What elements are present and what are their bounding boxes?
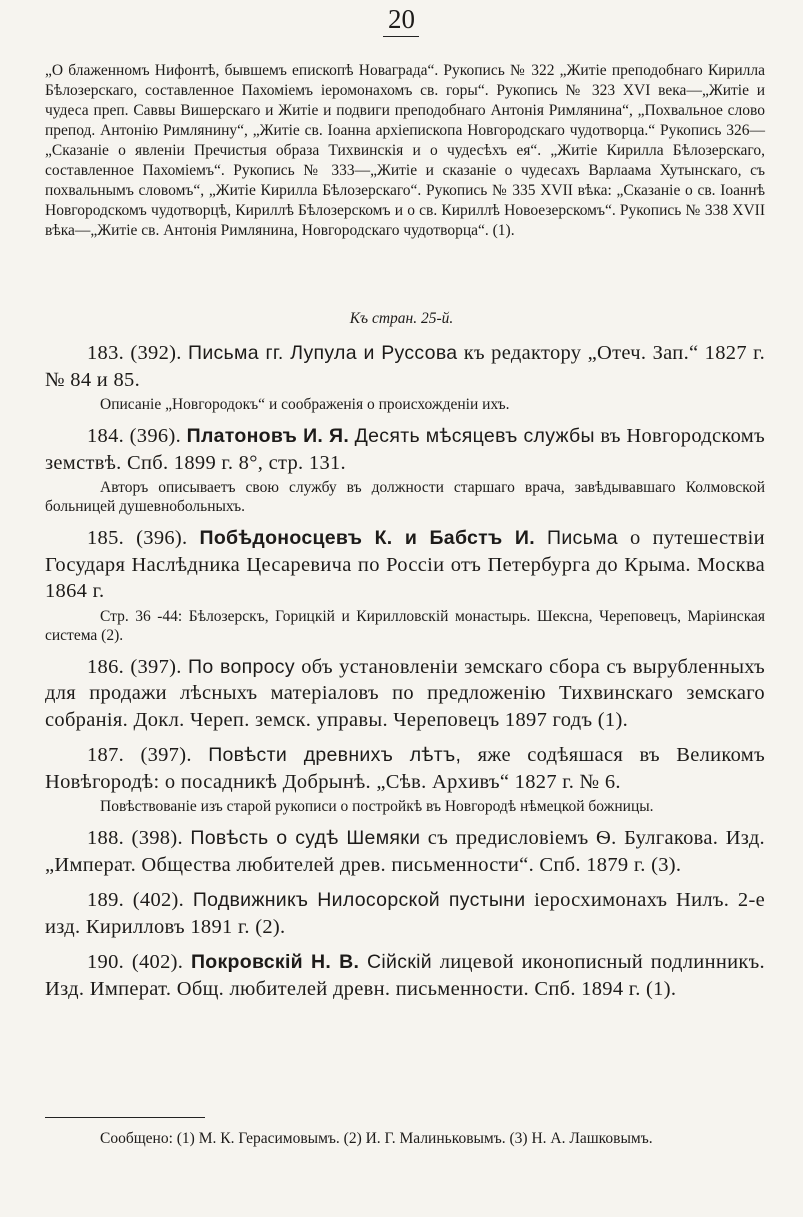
entry-title: По вопросу xyxy=(188,655,295,678)
bibliography-entry xyxy=(45,654,765,734)
entry-number: 184. (396). xyxy=(87,425,182,447)
entry-title: Повѣсть о судѣ Шемяки xyxy=(190,827,421,849)
entry-number: 190. (402). xyxy=(87,951,184,973)
entry-title: Письма гг. Лупула и Руссова xyxy=(188,342,458,364)
bibliography-entry xyxy=(45,423,765,516)
entry-details: объ установленіи земскаго сбора съ вырубленныхъ для продажи лѣсныхъ матеріаловъ по предложенію Тихвинскаго земскаго собранія. Докл. Череп. земск. управы. Череповецъ 1897 годъ (1). xyxy=(45,655,765,731)
entry-heading xyxy=(45,825,765,878)
entry-title: Десять мѣсяцевъ службы xyxy=(354,425,595,447)
entry-title: Подвижникъ Нилосорской пустыни xyxy=(192,889,526,911)
entry-details: въ Новгородскомъ земствѣ. Спб. 1899 г. 8°, стр. 131. xyxy=(45,425,765,474)
bibliography-entry xyxy=(45,525,765,645)
bibliography-list xyxy=(45,340,765,1011)
entry-author: Побѣдоносцевъ К. и Бабстъ И. xyxy=(199,527,535,549)
entry-details: яже содѣяшася въ Великомъ Новѣгородѣ: о посадникѣ Добрынѣ. „Сѣв. Архивъ“ 1827 г. № 6. xyxy=(45,744,765,793)
bibliography-entry xyxy=(45,887,765,940)
entry-title: Повѣсти древнихъ лѣтъ, xyxy=(208,744,462,766)
bibliography-entry xyxy=(45,949,765,1002)
entry-title: Письма xyxy=(547,527,618,549)
entry-heading xyxy=(45,654,765,734)
entry-heading xyxy=(45,949,765,1002)
entry-heading xyxy=(45,423,765,476)
entry-number: 186. (397). xyxy=(87,655,182,678)
intro-paragraph: „О блаженномъ Нифонтѣ, бывшемъ епископѣ Новаграда“. Рукопись № 322 „Житіе преподобнаго Кирилла Бѣлозерскаго, составленное Пахоміемъ іеромонахомъ св. горы“. Рукопись № 323 XVI века—„Житіе и чудеса преп. Саввы Вишерскаго и Житіе и подвиги преподобнаго Антонія Римлянина“, „Похвальное слово препод. Антонію Римлянину“, „Житіе св. Іоанна архіепископа Новгородскаго чудотворца.“ Рукопись 326—„Сказаніе о явленіи Пречистыя образа Тихвинскія и о чудесѣхъ ея“. „Житіе Кирилла Бѣлозерскаго, составленное Пахоміемъ“. Рукопись № 333—„Житіе и сказаніе о чудесахъ Варлаама Хутынскаго, съ похвальнымъ словомъ“, „Житіе Кирилла Бѣлозерскаго“. Рукопись № 335 XVII вѣка: „Сказаніе о св. Іоаннѣ Новгородскомъ чудотворцѣ, Кириллѣ Бѣлозерскомъ и о св. Кириллѣ Новоезерскомъ“. Рукопись № 338 XVII вѣка—„Житіе св. Антонія Римлянина, Новгородскаго чудотворца“. (1). xyxy=(45,62,765,239)
entry-note: Авторъ описываетъ свою службу въ должности старшаго врача, завѣдывавшаго Колмовской больницей душевнобольныхъ. xyxy=(45,479,765,515)
entry-note: Описаніе „Новгородокъ“ и соображенія о происхожденіи ихъ. xyxy=(100,396,510,413)
entry-number: 189. (402). xyxy=(87,889,185,911)
entry-number: 185. (396). xyxy=(87,527,188,549)
entry-details: лицевой иконописный подлинникъ. Изд. Императ. Общ. любителей древн. письменности. Спб. 1894 г. (1). xyxy=(45,951,765,1000)
page-number-rule xyxy=(383,36,419,37)
entry-details: къ редактору „Отеч. Зап.“ 1827 г. № 84 и 85. xyxy=(45,342,765,391)
footnote-rule xyxy=(45,1117,205,1118)
entry-number: 188. (398). xyxy=(87,827,183,849)
page-number: 20 xyxy=(388,4,415,34)
entry-note: Повѣствованіе изъ старой рукописи о постройкѣ въ Новгородѣ нѣмецкой божницы. xyxy=(100,798,654,815)
bibliography-entry xyxy=(45,340,765,414)
entry-number: 183. (392). xyxy=(87,342,182,364)
entry-heading xyxy=(45,525,765,605)
entry-details: съ предисловіемъ Ѳ. Булгакова. Изд. „Императ. Общества любителей древ. письменности“. Спб. 1879 г. (3). xyxy=(45,827,765,876)
entry-author: Платоновъ И. Я. xyxy=(186,425,350,447)
entry-number: 187. (397). xyxy=(87,744,192,766)
entry-heading xyxy=(45,887,765,940)
entry-details: іеросхимонахъ Нилъ. 2-е изд. Кирилловъ 1891 г. (2). xyxy=(45,889,765,938)
entry-heading xyxy=(45,742,765,795)
bibliography-entry xyxy=(45,742,765,816)
entry-details: о путешествіи Государя Наслѣдника Цесаревича по Россіи отъ Петербурга до Крыма. Москва 1864 г. xyxy=(45,527,765,602)
entry-author: Покровскій Н. В. xyxy=(190,951,360,973)
footnote: Сообщено: (1) М. К. Герасимовымъ. (2) И. Г. Малиньковымъ. (3) Н. А. Лашковымъ. xyxy=(100,1130,653,1147)
entry-note: Стр. 36 -44: Бѣлозерскъ, Горицкій и Кирилловскій монастырь. Шексна, Череповецъ, Маріинская система (2). xyxy=(45,607,765,644)
entry-heading xyxy=(45,340,765,393)
entry-title: Сійскій xyxy=(367,951,432,973)
section-heading: Къ стран. 25-й. xyxy=(349,310,454,327)
bibliography-entry xyxy=(45,825,765,878)
